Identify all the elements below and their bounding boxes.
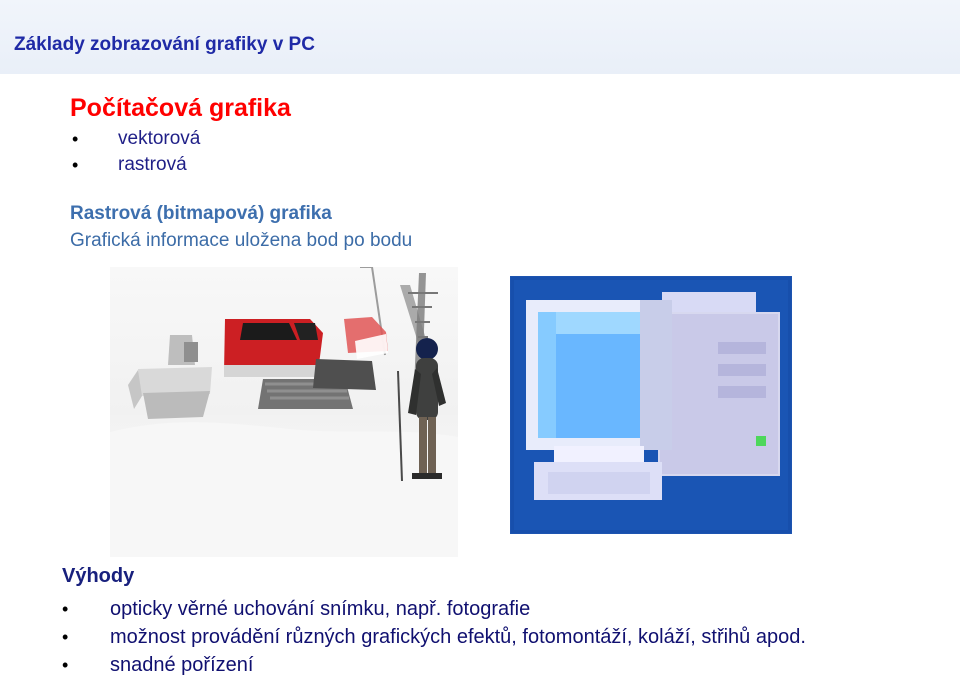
raster-description: Grafická informace uložena bod po bodu — [70, 230, 413, 251]
bullet-dot-icon: • — [72, 129, 79, 149]
list-item — [62, 623, 806, 651]
graphics-types-list — [70, 126, 200, 178]
list-item-text: rastrová — [118, 154, 187, 175]
list-item-text: vektorová — [118, 128, 201, 149]
list-item-text: snadné pořízení — [110, 654, 254, 676]
section-title-computer-graphics: Počítačová grafika — [70, 94, 291, 122]
pixelated-computer-icon — [510, 276, 792, 534]
list-item — [70, 152, 200, 178]
bullet-dot-icon: • — [62, 655, 69, 675]
bullet-dot-icon: • — [62, 599, 69, 619]
bullet-dot-icon: • — [62, 627, 69, 647]
snowcat-photo — [110, 267, 458, 557]
list-item — [62, 595, 806, 623]
section-title-raster-graphics: Rastrová (bitmapová) grafika — [70, 203, 332, 224]
list-item-text: opticky věrné uchování snímku, např. fotografie — [110, 598, 531, 620]
bullet-dot-icon: • — [72, 155, 79, 175]
page-header-title: Základy zobrazování grafiky v PC — [14, 34, 315, 55]
advantages-title: Výhody — [62, 565, 135, 587]
advantages-list — [62, 595, 806, 679]
list-item — [70, 126, 200, 152]
header-bar — [0, 0, 960, 74]
list-item-text: možnost provádění různých grafických efektů, fotomontáží, koláží, střihů apod. — [110, 626, 806, 648]
list-item — [62, 651, 806, 679]
